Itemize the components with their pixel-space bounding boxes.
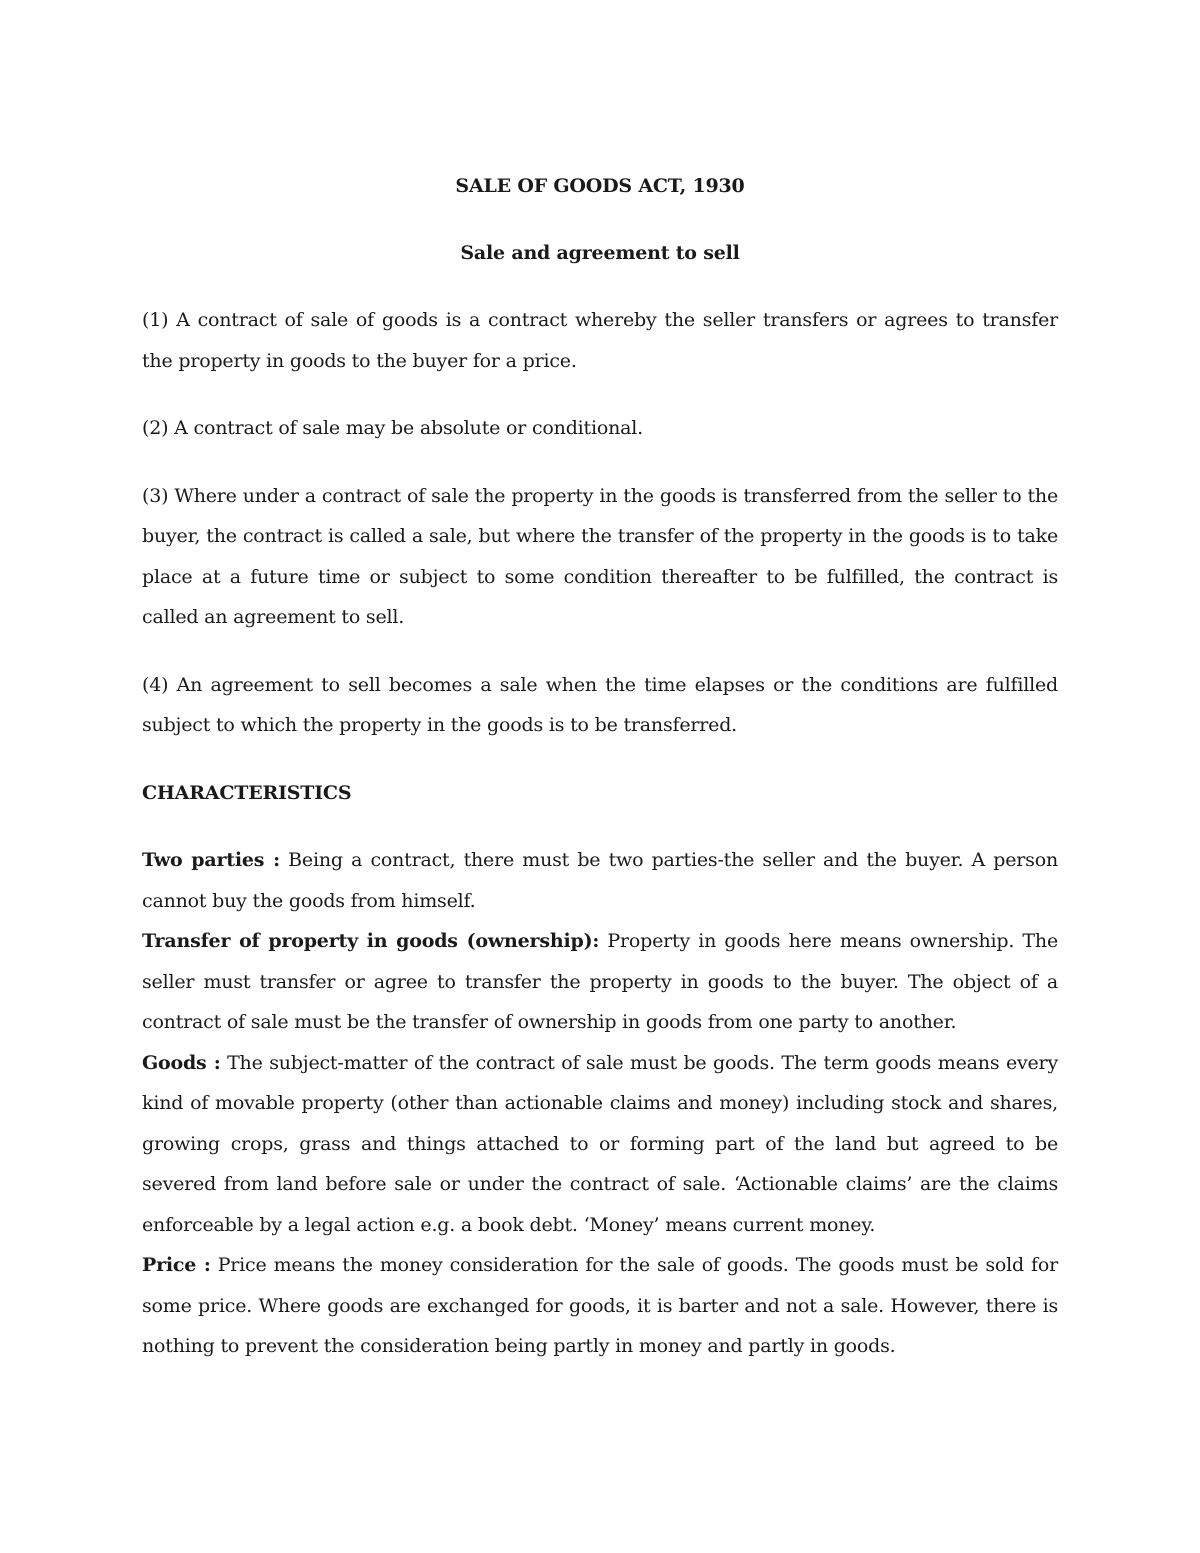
paragraph-1: (1) A contract of sale of goods is a contract whereby the seller transfers or agrees to transfer the property in goods to the buyer for a price.	[142, 309, 1058, 372]
characteristic-text: The subject-matter of the contract of sale must be goods. The term goods means every kind of movable property (other than actionable claims and money) including stock and shares, growing crops, grass and things attached to or forming part of the land but agreed to be severed from land before sale or under the contract of sale. ‘Actionable claims’ are the claims enforceable by a legal action e.g. a book debt. ‘Money’ means current money.	[142, 1051, 1058, 1236]
characteristic-goods	[142, 1043, 1058, 1246]
paragraph-2: (2) A contract of sale may be absolute or conditional.	[142, 417, 643, 439]
characteristic-text: Price means the money consideration for the sale of goods. The goods must be sold for some price. Where goods are exchanged for goods, it is barter and not a sale. However, there is nothing to prevent the consideration being partly in money and partly in goods.	[142, 1254, 1058, 1357]
characteristic-term: Two parties :	[142, 849, 280, 871]
document-subtitle: Sale and agreement to sell	[460, 242, 740, 264]
paragraph-3: (3) Where under a contract of sale the property in the goods is transferred from the seller to the buyer, the contract is called a sale, but where the transfer of the property in the goods is to take place at a future time or subject to some condition thereafter to be fulfilled, the contract is called an agreement to sell.	[142, 484, 1058, 628]
characteristic-transfer-of-property	[142, 921, 1058, 1043]
characteristic-term: Goods :	[142, 1051, 221, 1074]
characteristic-text: Property in goods here means ownership. The seller must transfer or agree to transfer the property in goods to the buyer. The object of a contract of sale must be the transfer of ownership in goods from one party to another.	[142, 930, 1058, 1033]
characteristic-term: Price :	[142, 1254, 211, 1276]
paragraph-4: (4) An agreement to sell becomes a sale when the time elapses or the conditions are fulfilled subject to which the property in the goods is to be transferred.	[142, 673, 1058, 736]
document-page	[142, 166, 1058, 1367]
characteristic-price	[142, 1245, 1058, 1367]
characteristic-term: Transfer of property in goods (ownership):	[142, 930, 600, 952]
characteristic-two-parties	[142, 840, 1058, 921]
section-heading-characteristics: CHARACTERISTICS	[142, 781, 352, 804]
characteristic-text: Being a contract, there must be two parties-the seller and the buyer. A person cannot buy the goods from himself.	[142, 849, 1059, 912]
characteristics-list	[142, 840, 1058, 1367]
document-title: SALE OF GOODS ACT, 1930	[455, 175, 745, 197]
